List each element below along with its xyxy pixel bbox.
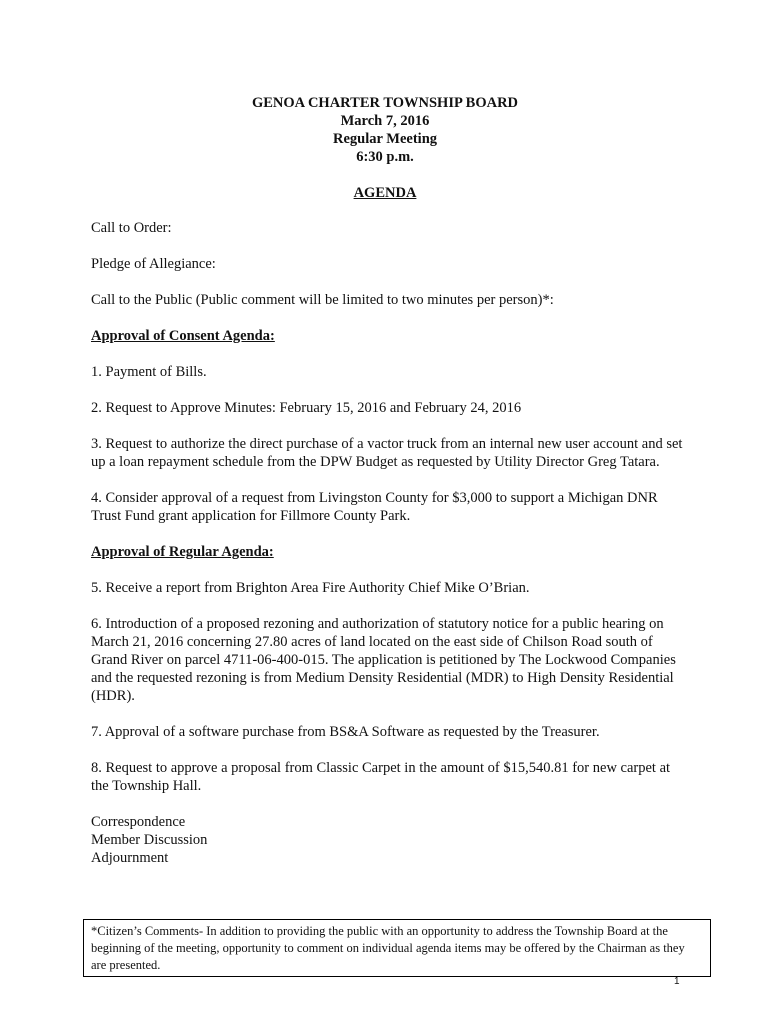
closing-items: [91, 813, 691, 867]
member-discussion: Member Discussion: [91, 832, 208, 848]
agenda-item-5: 5. Receive a report from Brighton Area Fire Authority Chief Mike O’Brian.: [91, 580, 530, 596]
regular-agenda-heading: Approval of Regular Agenda:: [91, 544, 274, 560]
citizens-comments-note: *Citizen’s Comments- In addition to providing the public with an opportunity to address the Township Board at the beginning of the meeting, opportunity to comment on individual agenda items may be offered by the Chairman as they are presented.: [83, 919, 711, 977]
agenda-body: [91, 219, 691, 867]
pledge-of-allegiance: Pledge of Allegiance:: [91, 256, 216, 272]
agenda-item-8: 8. Request to approve a proposal from Classic Carpet in the amount of $15,540.81 for new carpet at the Township Hall.: [91, 760, 671, 794]
agenda-item-7: 7. Approval of a software purchase from BS&A Software as requested by the Treasurer.: [91, 724, 600, 740]
meeting-date: March 7, 2016: [340, 113, 430, 129]
correspondence: Correspondence: [91, 814, 186, 830]
call-to-order: Call to Order:: [91, 220, 172, 236]
call-to-public: Call to the Public (Public comment will be limited to two minutes per person)*:: [91, 292, 554, 308]
page-number: 1: [674, 976, 680, 987]
agenda-title: AGENDA: [353, 185, 417, 201]
adjournment: Adjournment: [91, 850, 169, 866]
meeting-type: Regular Meeting: [332, 131, 438, 147]
agenda-item-3: 3. Request to authorize the direct purchase of a vactor truck from an internal new user account and set up a loan repayment schedule from the DPW Budget as requested by Utility Director Greg Tatara.: [91, 436, 683, 470]
agenda-item-2: 2. Request to Approve Minutes: February 15, 2016 and February 24, 2016: [91, 400, 522, 416]
board-name: GENOA CHARTER TOWNSHIP BOARD: [251, 95, 519, 111]
agenda-item-6: 6. Introduction of a proposed rezoning and authorization of statutory notice for a public hearing on March 21, 2016 concerning 27.80 acres of land located on the east side of Chilson Road south of Grand River on parcel 4711-06-400-015. The application is petitioned by The Lockwood Companies and the requested rezoning is from Medium Density Residential (MDR) to High Density Residential (HDR).: [91, 616, 676, 704]
document-header: [0, 94, 770, 202]
consent-agenda-heading: Approval of Consent Agenda:: [91, 328, 275, 344]
meeting-time: 6:30 p.m.: [356, 149, 414, 165]
agenda-item-1: 1. Payment of Bills.: [91, 364, 207, 380]
agenda-item-4: 4. Consider approval of a request from Livingston County for $3,000 to support a Michigan DNR Trust Fund grant application for Fillmore County Park.: [91, 490, 658, 524]
